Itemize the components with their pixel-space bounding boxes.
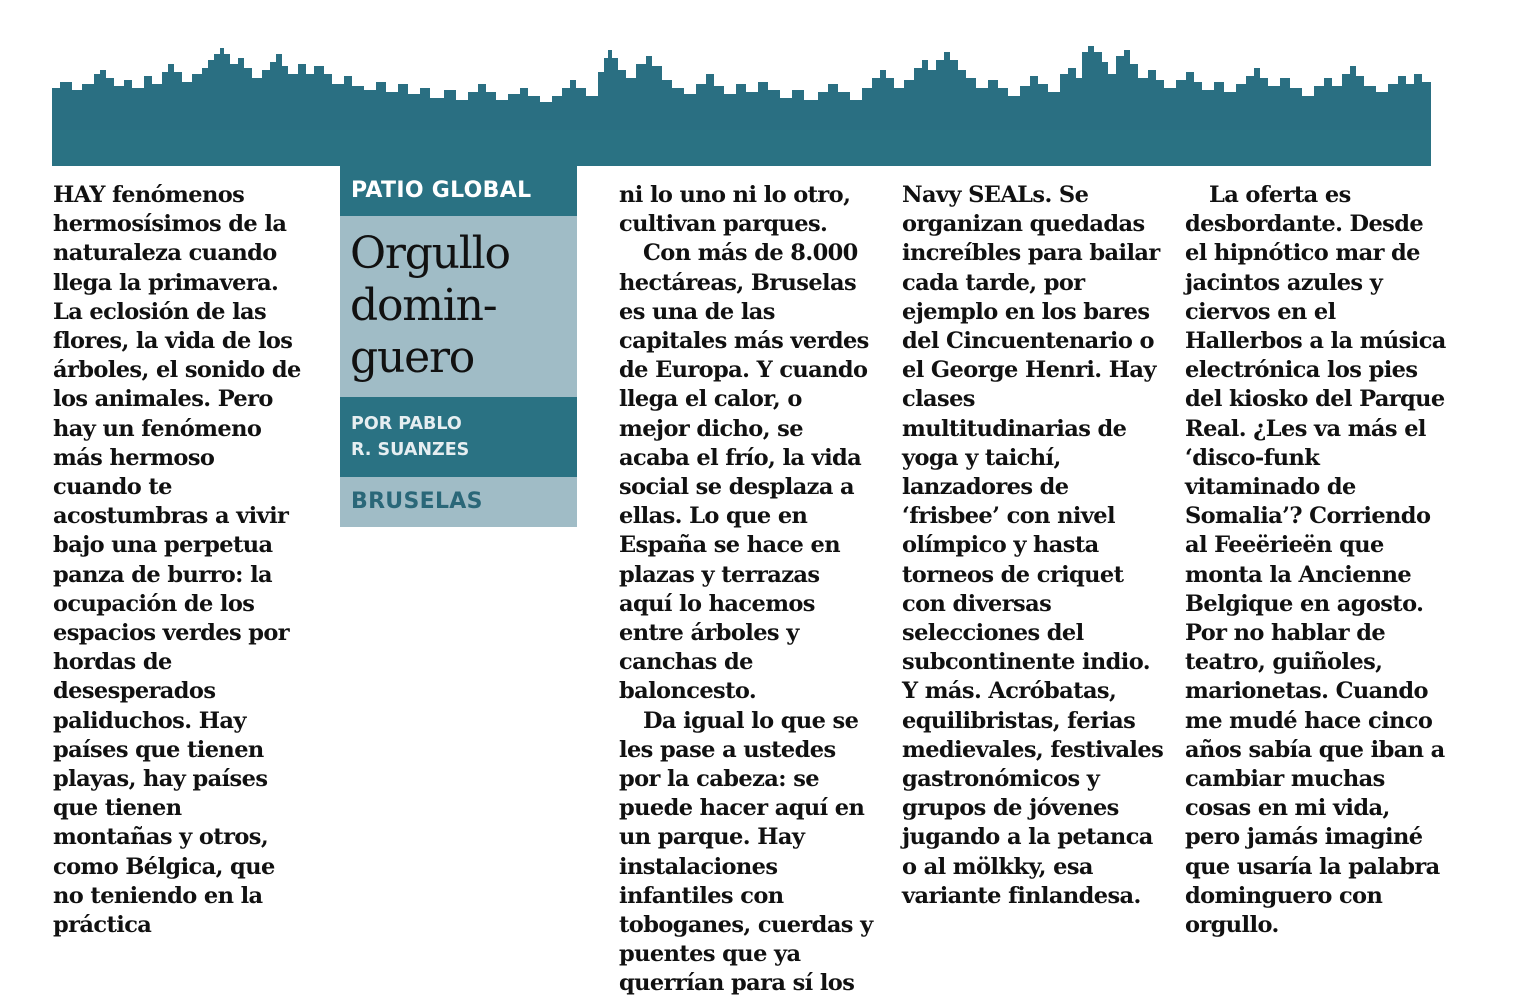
article-column-5	[1185, 181, 1447, 940]
headline-area	[340, 216, 577, 397]
article-paragraph: Navy SEALs. Se organizan quedadas increíbles para bailar cada tarde, por ejemplo en los bares del Cincuentenario o el George Henri. Hay clases multitudinarias de yoga y taichí, lanzadores de ‘frisbee’ con nivel olímpico y hasta torneos de criquet con diversas selecciones del subcontinente indio. Y más. Acróbatas, equilibristas, ferias medievales, festivales gastronómicos y grupos de jóvenes jugando a la petanca o al mölkky, esa variante finlandesa.	[902, 182, 1164, 909]
byline-line-2: R. SUANZES	[351, 440, 470, 460]
headline-box	[340, 166, 577, 527]
skyline-buildings	[52, 46, 1431, 130]
author-byline	[340, 397, 577, 477]
headline-line-3: guero	[350, 332, 475, 383]
article-paragraph: Con más de 8.000 hectáreas, Bruselas es una de las capitales más verdes de Europa. Y cuando llega el calor, o mejor dicho, se acaba el frío, la vida social se desplaza a ellas. Lo que en España se hace en plazas y terrazas aquí lo hacemos entre árboles y canchas de baloncesto.	[619, 240, 869, 705]
article-paragraph: ni lo uno ni lo otro, cultivan parques.	[619, 182, 851, 238]
article-column-1	[53, 181, 303, 940]
article-paragraph: HAY fenómenos hermosísimos de la naturaleza cuando llega la primavera. La eclosión de las flores, la vida de los árboles, el sonido de los animales. Pero hay un fenómeno más hermoso cuando te acostumbras a vivir bajo una perpetua panza de burro: la ocupación de los espacios verdes por hordas de desesperados paliduchos. Hay países que tienen playas, hay países que tienen montañas y otros, como Bélgica, que no teniendo en la práctica	[53, 182, 301, 939]
headline-line-1: Orgullo	[350, 228, 510, 279]
article-column-3	[619, 181, 874, 999]
byline-line-1: POR PABLO	[351, 414, 462, 434]
article-paragraph: Da igual lo que se les pase a ustedes por la cabeza: se puede hacer aquí en un parque. Hay instalaciones infantiles con toboganes, cuerdas y puentes que ya querrían para sí los	[619, 707, 873, 997]
article-paragraph: La oferta es desbordante. Desde el hipnótico mar de jacintos azules y ciervos en el Hallerbos a la música electrónica los pies del kiosko del Parque Real. ¿Les va más el ‘disco-funk vitaminado de Somalia’? Corriendo al Feeërieën que monta la Ancienne Belgique en agosto. Por no hablar de teatro, guiñoles, marionetas. Cuando me mudé hace cinco años sabía que iban a cambiar muchas cosas en mi vida, pero jamás imaginé que usaría la palabra dominguero con orgullo.	[1185, 182, 1446, 939]
dateline-city: BRUSELAS	[340, 477, 577, 527]
section-label: PATIO GLOBAL	[340, 166, 577, 216]
skyline-band	[52, 130, 1431, 166]
headline-line-2: domin-	[350, 280, 497, 331]
article-column-4	[902, 181, 1164, 911]
city-skyline-illustration	[52, 44, 1431, 166]
